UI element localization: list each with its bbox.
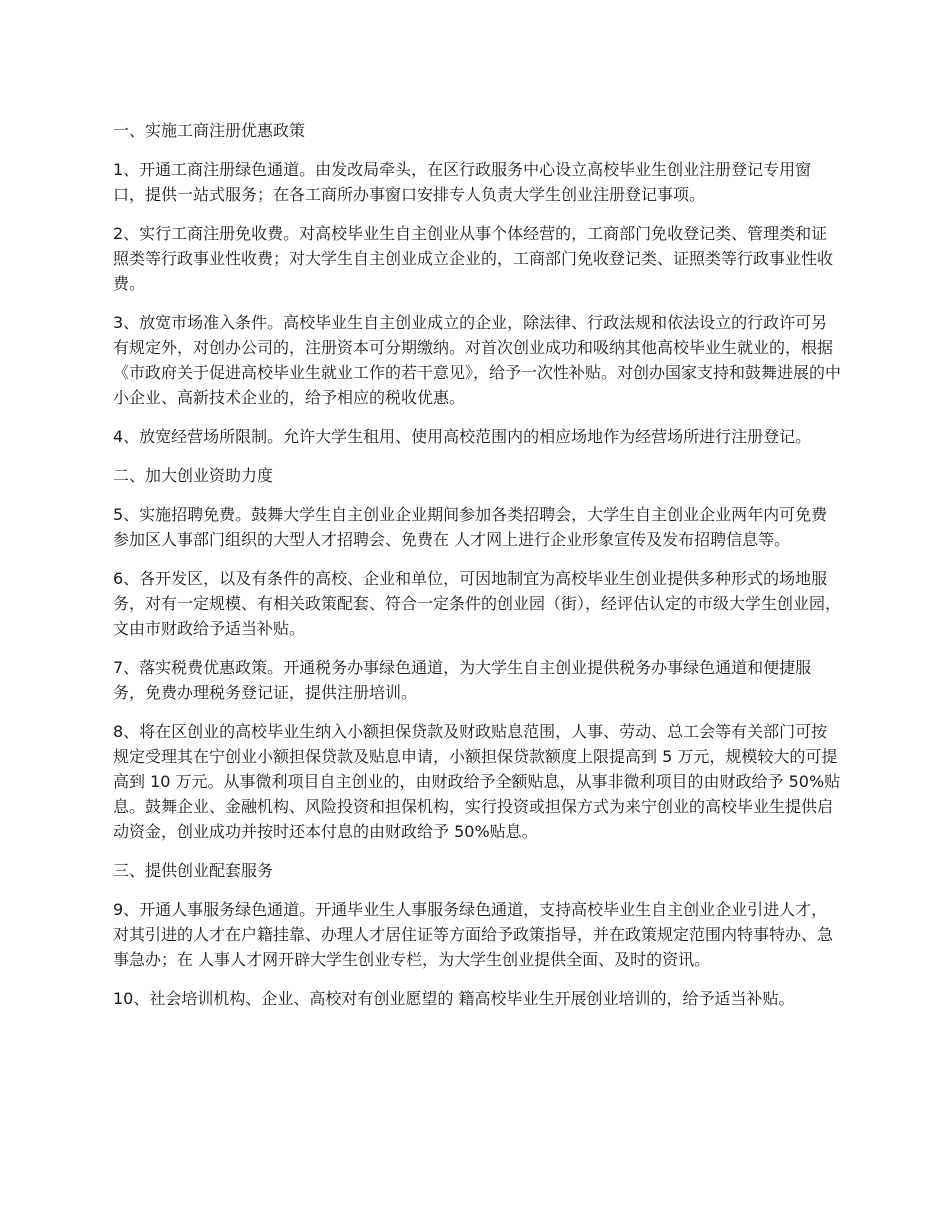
- section-heading: 三、提供创业配套服务: [113, 861, 274, 880]
- document-body: [113, 118, 843, 1025]
- section-heading: 二、加大创业资助力度: [113, 466, 274, 485]
- paragraph-item-1: 1、开通工商注册绿色通道。由发改局牵头，在区行政服务中心设立高校毕业生创业注册登记专用窗口，提供一站式服务；在各工商所办事窗口安排专人负责大学生创业注册登记事项。: [113, 160, 812, 204]
- paragraph-item-8: 8、将在区创业的高校毕业生纳入小额担保贷款及财政贴息范围，人事、劳动、总工会等有关部门可按规定受理其在宁创业小额担保贷款及贴息申请，小额担保贷款额度上限提高到 5 万元，规模较大的可提高到 10 万元。从事微利项目自主创业的，由财政给予全额贴息，从事非微利项目的由财政给予 50%贴息。鼓舞企业、金融机构、风险投资和担保机构，实行投资或担保方式为来宁创业的高校毕业生提供启动资金，创业成功并按时还本付息的由财政给予 50%贴息。: [113, 722, 841, 841]
- paragraph-item-5: 5、实施招聘免费。鼓舞大学生自主创业企业期间参加各类招聘会，大学生自主创业企业两年内可免费参加区人事部门组织的大型人才招聘会、免费在 人才网上进行企业形象宣传及发布招聘信息等。: [113, 505, 828, 549]
- paragraph-item-4: 4、放宽经营场所限制。允许大学生租用、使用高校范围内的相应场地作为经营场所进行注册登记。: [113, 427, 812, 446]
- paragraph-item-6: 6、各开发区，以及有条件的高校、企业和单位，可因地制宜为高校毕业生创业提供多种形式的场地服务，对有一定规模、有相关政策配套、符合一定条件的创业园（街），经评估认定的市级大学生创业园，文由市财政给予适当补贴。: [113, 569, 842, 638]
- paragraph-item-9: 9、开通人事服务绿色通道。开通毕业生人事服务绿色通道，支持高校毕业生自主创业企业引进人才，对其引进的人才在户籍挂靠、办理人才居住证等方面给予政策指导，并在政策规定范围内特事特办、急事急办；在 人事人才网开辟大学生创业专栏，为大学生创业提供全面、及时的资讯。: [113, 900, 834, 969]
- paragraph-item-3: 3、放宽市场准入条件。高校毕业生自主创业成立的企业，除法律、行政法规和依法设立的行政许可另有规定外，对创办公司的，注册资本可分期缴纳。对首次创业成功和吸纳其他高校毕业生就业的，根据《市政府关于促进高校毕业生就业工作的若干意见》，给予一次性补贴。对创办国家支持和鼓舞进展的中小企业、高新技术企业的，给予相应的税收优惠。: [113, 313, 842, 407]
- section-heading: 一、实施工商注册优惠政策: [113, 121, 306, 140]
- paragraph-item-2: 2、实行工商注册免收费。对高校毕业生自主创业从事个体经营的，工商部门免收登记类、管理类和证照类等行政事业性收费；对大学生自主创业成立企业的，工商部门免收登记类、证照类等行政事业性收费。: [113, 224, 834, 293]
- paragraph-item-10: 10、社会培训机构、企业、高校对有创业愿望的 籍高校毕业生开展创业培训的，给予适当补贴。: [113, 989, 795, 1008]
- paragraph-item-7: 7、落实税费优惠政策。开通税务办事绿色通道，为大学生自主创业提供税务办事绿色通道和便捷服务，免费办理税务登记证，提供注册培训。: [113, 658, 812, 702]
